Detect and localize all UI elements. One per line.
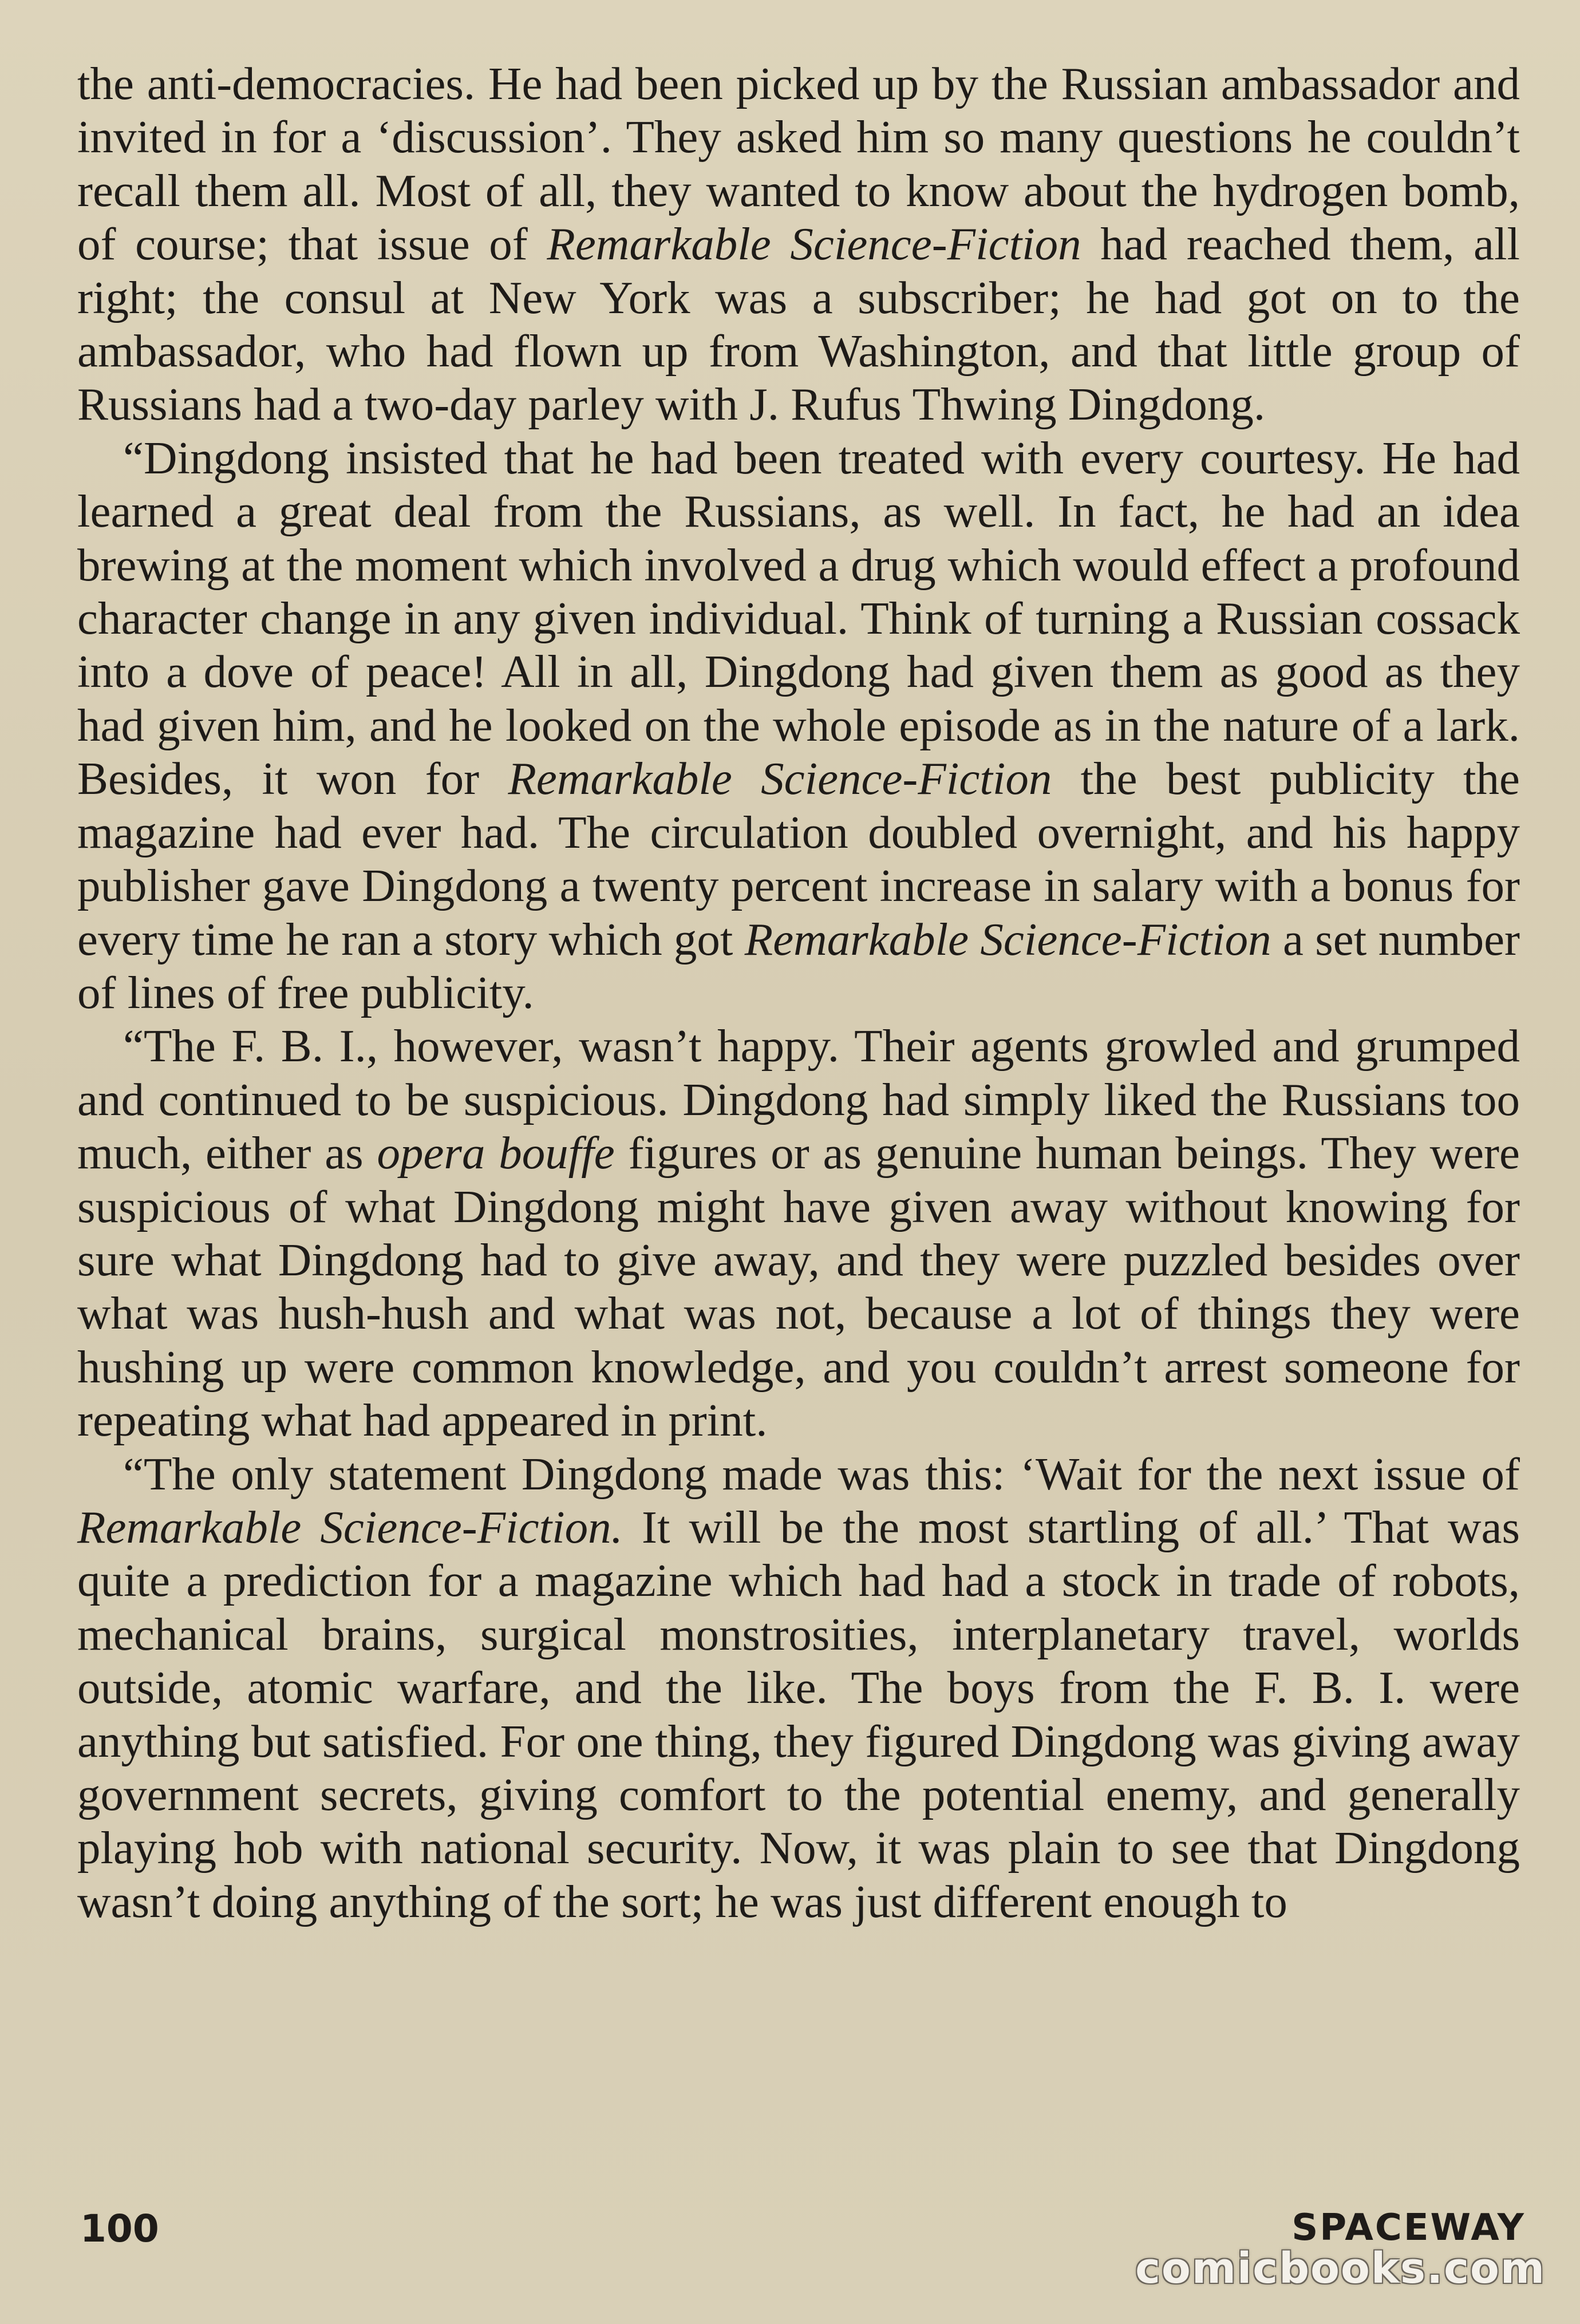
paragraph [77, 1448, 1520, 1929]
text-run: the anti-democracies. He had been picked up by the Russian ambassador and invited in for a ‘discussion’. They asked him so many questions he couldn’t recall them all. Most of all, they wanted to know about the hydrogen bomb, of course; that issue of [77, 58, 1520, 270]
page-number: 100 [80, 2207, 159, 2251]
magazine-title: SPACEWAY [1291, 2207, 1526, 2249]
story-text [77, 57, 1520, 1928]
paragraph [77, 57, 1520, 432]
italic-title: Remarkable Science-Fiction [744, 913, 1271, 965]
text-run: figures or as genuine human beings. They were suspicious of what Dingdong might have given away without knowing for sure what Dingdong had to give away, and they were puzzled besides over what was hush-hush and what was not, because a lot of things they were hushing up were common knowledge, and you couldn’t arrest someone for repeating what had appeared in print. [77, 1127, 1520, 1446]
text-run: “The only statement Dingdong made was this: ‘Wait for the next issue of [123, 1448, 1520, 1500]
paragraph [77, 432, 1520, 1019]
italic-title: Remarkable Science-Fiction [508, 753, 1052, 805]
italic-title: Remarkable Science-Fiction. [77, 1501, 623, 1553]
text-run: had reached them, all right; the consul at New York was a subscriber; he had got on to the ambassador, who had flown up from Washington, and that little group of Russians had a two-day parley with J. Rufus Thwing Dingdong. [77, 218, 1520, 430]
italic-title: opera bouffe [377, 1127, 615, 1179]
paragraph [77, 1019, 1520, 1447]
text-run: It will be the most startling of all.’ That was quite a prediction for a magazine which had had a stock in trade of robots, mechanical brains, surgical monstrosities, interplanetary travel, worlds outside, atomic warfare, and the like. The boys from the F. B. I. were anything but satisfied. For one thing, they figured Dingdong was giving away government secrets, giving comfort to the potential enemy, and generally playing hob with national security. Now, it was plain to see that Dingdong wasn’t doing anything of the sort; he was just different enough to [77, 1501, 1520, 1927]
text-run: “The F. B. I., however, wasn’t happy. Their agents growled and grumped and continued to be suspicious. Dingdong had simply liked the Russians too much, either as [77, 1020, 1520, 1179]
text-run: the best publicity the magazine had ever had. The circulation doubled overnight, and his happy publisher gave Dingdong a twenty percent increase in salary with a bonus for every time he ran a story which got [77, 753, 1520, 965]
italic-title: Remarkable Science-Fiction [547, 218, 1081, 270]
text-run: “Dingdong insisted that he had been treated with every courtesy. He had learned a great deal from the Russians, as well. In fact, he had an idea brewing at the moment which involved a drug which would effect a profound character change in any given individual. Think of turning a Russian cossack into a dove of peace! All in all, Dingdong had given them as good as they had given him, and he looked on the whole episode as in the nature of a lark. Besides, it won for [77, 432, 1520, 805]
watermark: comicbooks.com [1135, 2244, 1546, 2293]
text-run: a set number of lines of free publicity. [77, 913, 1520, 1018]
